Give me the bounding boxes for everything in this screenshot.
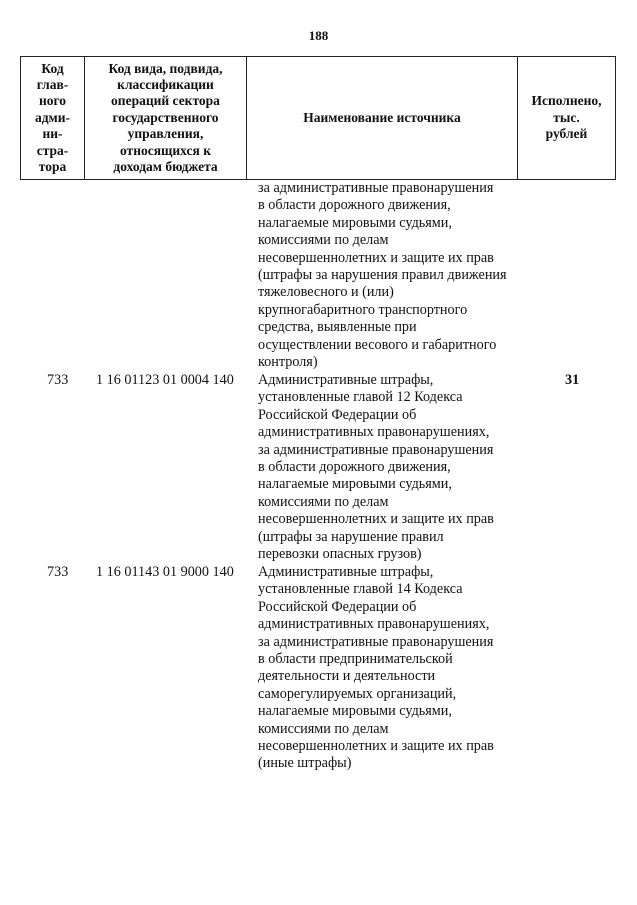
text-line: тяжеловесного и (или) xyxy=(258,284,394,301)
header-line: тыс. xyxy=(553,109,580,125)
header-line: государственного xyxy=(112,109,219,125)
text-line: (штрафы за нарушения правил движения xyxy=(258,267,507,284)
text-line: административных правонарушениях, xyxy=(258,616,490,633)
text-line: несовершеннолетних и защите их прав xyxy=(258,511,494,528)
executed-amount-cell: 31 xyxy=(565,372,580,388)
text-line: перевозки опасных грузов) xyxy=(258,546,422,563)
text-line: осуществлении весового и габаритного xyxy=(258,336,497,353)
text-line: налагаемые мировыми судьями, xyxy=(258,214,452,231)
text-line: в области дорожного движения, xyxy=(258,197,451,214)
continued-source-name xyxy=(258,180,533,371)
text-line: (штрафы за нарушение правил xyxy=(258,528,444,545)
source-name-cell xyxy=(258,372,533,563)
text-line: установленные главой 14 Кодекса xyxy=(258,581,463,598)
text-line: установленные главой 12 Кодекса xyxy=(258,389,463,406)
header-line: Исполнено, xyxy=(531,93,602,109)
text-line: налагаемые мировыми судьями, xyxy=(258,703,452,720)
text-line: комиссиями по делам xyxy=(258,232,389,249)
header-line: доходам бюджета xyxy=(113,159,218,175)
header-line: ного xyxy=(38,93,67,109)
text-line: за административные правонарушения xyxy=(258,441,494,458)
admin-code-cell: 733 xyxy=(47,564,69,580)
text-line: административных правонарушениях, xyxy=(258,424,490,441)
classification-code-cell: 1 16 01143 01 9000 140 xyxy=(96,564,234,580)
text-line: комиссиями по делам xyxy=(258,493,389,510)
text-line: в области дорожного движения, xyxy=(258,459,451,476)
header-line: тора xyxy=(38,159,67,175)
text-line: Административные штрафы, xyxy=(258,372,434,388)
header-line: относящихся к xyxy=(119,142,211,158)
admin-code-cell: 733 xyxy=(47,372,69,388)
text-line: крупногабаритного транспортного xyxy=(258,301,468,318)
header-line: ни- xyxy=(42,126,63,142)
page-number: 188 xyxy=(308,28,329,43)
header-source-name: Наименование источника xyxy=(247,57,518,180)
source-name-cell xyxy=(258,564,533,773)
text-line: налагаемые мировыми судьями, xyxy=(258,476,452,493)
text-line: средства, выявленные при xyxy=(258,319,417,336)
text-line: несовершеннолетних и защите их прав xyxy=(258,738,494,755)
header-line: операций сектора xyxy=(111,93,220,109)
table-header xyxy=(20,56,616,180)
text-line: Российской Федерации об xyxy=(258,598,417,615)
text-line: за административные правонарушения xyxy=(258,633,494,650)
header-line: управления, xyxy=(127,126,204,142)
header-line: рублей xyxy=(545,126,588,142)
header-line: классификации xyxy=(117,76,214,92)
text-line: в области предпринимательской xyxy=(258,651,453,668)
text-line: несовершеннолетних и защите их прав xyxy=(258,249,494,266)
text-line: саморегулируемых организаций, xyxy=(258,685,457,702)
header-line: адми- xyxy=(34,109,71,125)
text-line: Российской Федерации об xyxy=(258,406,417,423)
text-line: деятельности и деятельности xyxy=(258,668,436,685)
header-line: стра- xyxy=(36,142,69,158)
text-line: комиссиями по делам xyxy=(258,720,389,737)
header-executed-amount xyxy=(518,57,616,180)
header-line: глав- xyxy=(36,76,69,92)
header-line: Код xyxy=(41,60,64,76)
header-line: Код вида, подвида, xyxy=(108,60,223,76)
header-classification-code xyxy=(85,57,247,180)
text-line: контроля) xyxy=(258,354,318,371)
text-line: (иные штрафы) xyxy=(258,755,352,772)
text-line: Административные штрафы, xyxy=(258,564,434,580)
text-line: за административные правонарушения xyxy=(258,180,494,196)
header-admin-code xyxy=(21,57,85,180)
classification-code-cell: 1 16 01123 01 0004 140 xyxy=(96,372,234,388)
